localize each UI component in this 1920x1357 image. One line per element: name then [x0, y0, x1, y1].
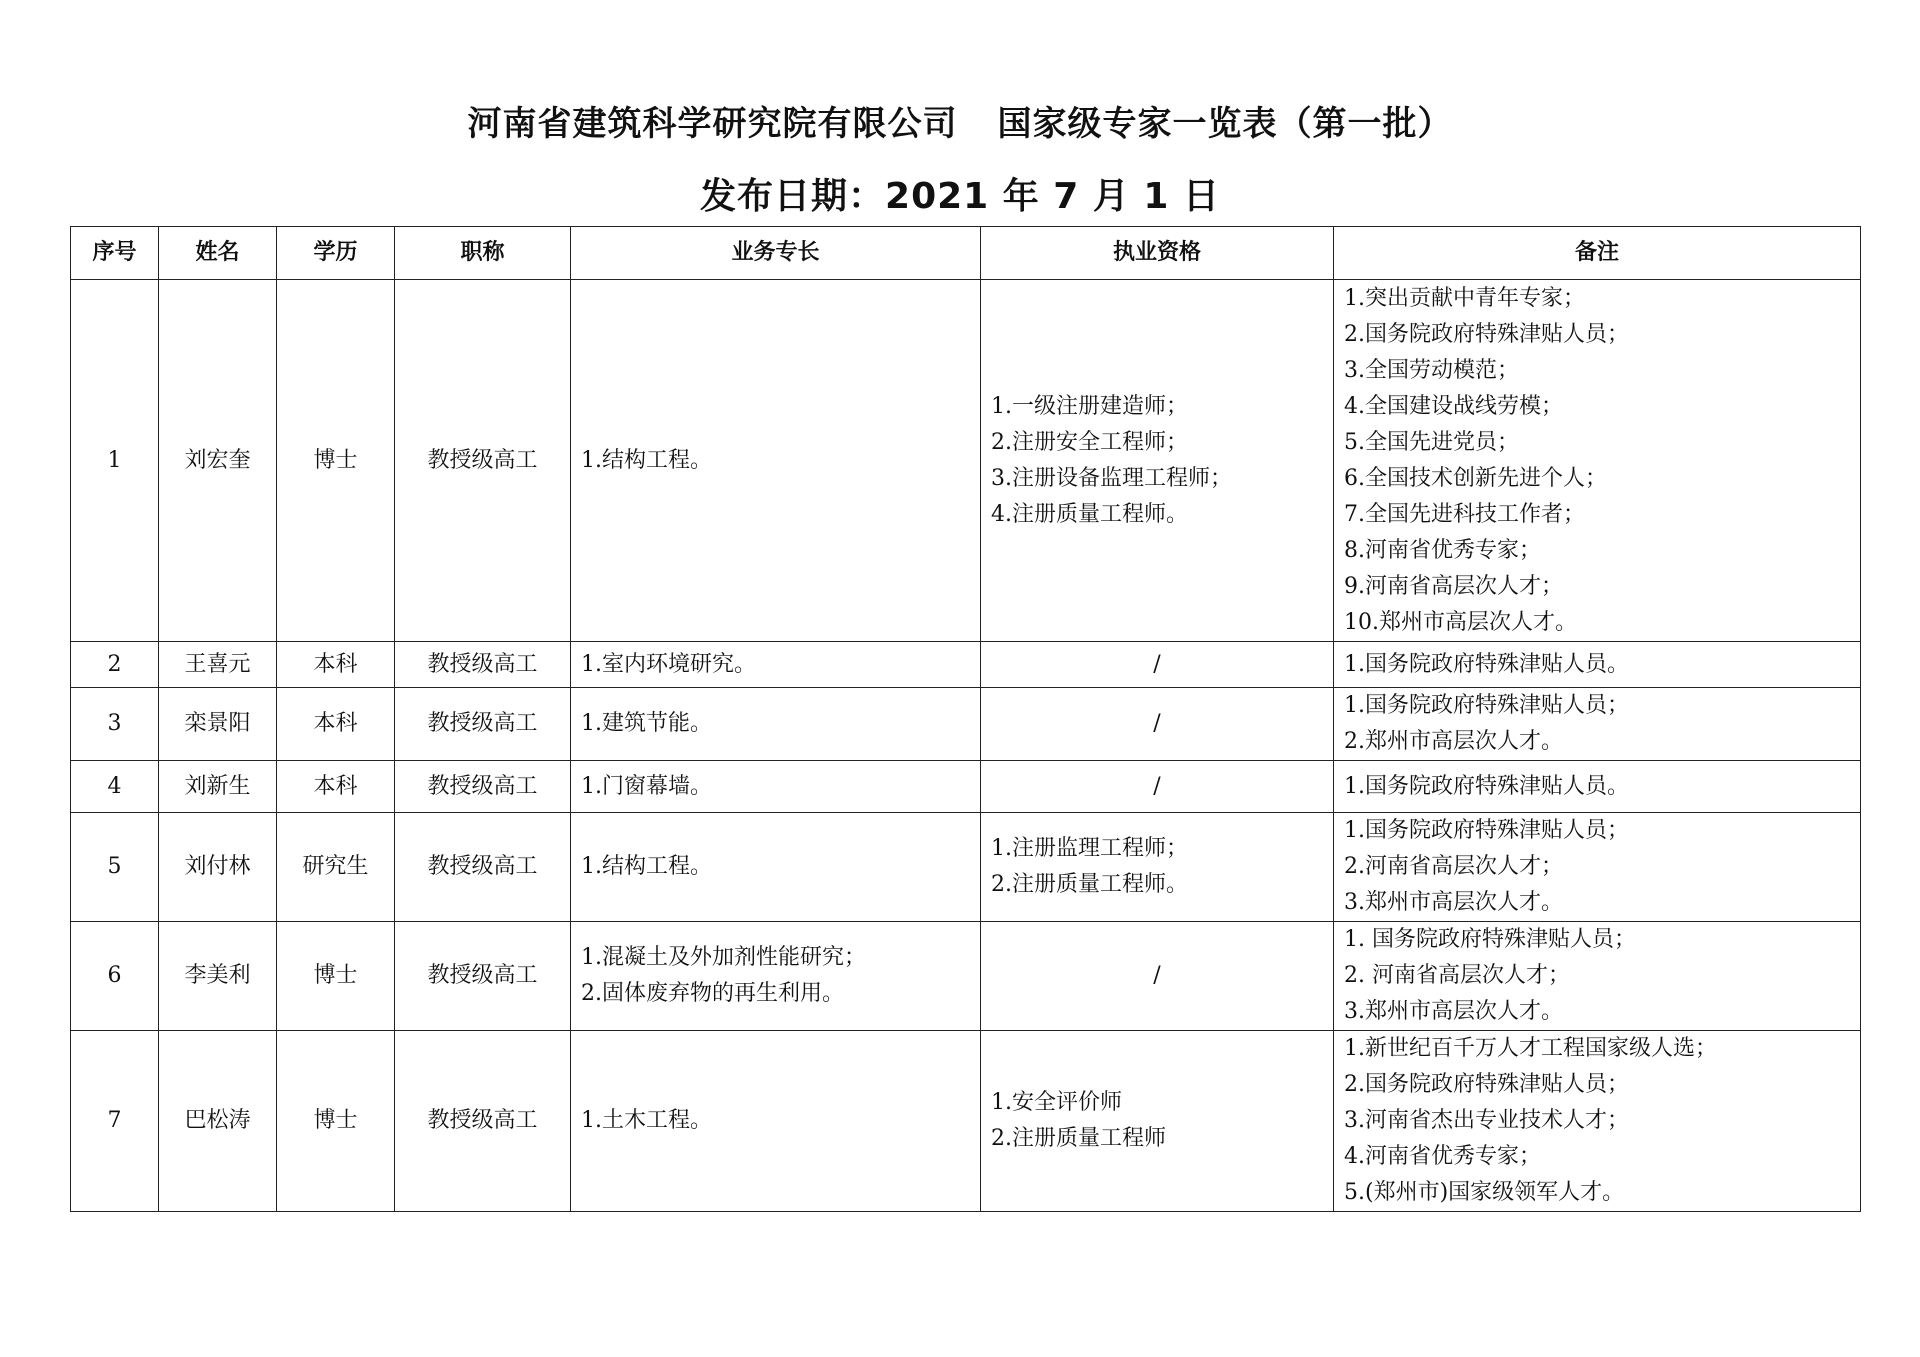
cell-line: 2.国务院政府特殊津贴人员；	[1344, 1072, 1629, 1097]
cell-line: 7.全国先进科技工作者；	[1344, 501, 1585, 527]
col-header-name: 姓名	[159, 227, 277, 280]
cell-rank: 教授级高工	[395, 642, 571, 688]
cell-line: 1.国务院政府特殊津贴人员；	[1344, 818, 1629, 843]
cell-line: 8.河南省优秀专家；	[1344, 537, 1541, 563]
experts-table	[70, 226, 1861, 1212]
cell-line: 2.郑州市高层次人才。	[1344, 729, 1563, 754]
cell-name: 巴松涛	[159, 1031, 277, 1212]
cell-line: 4.河南省优秀专家；	[1344, 1144, 1541, 1169]
cell-line: 1.新世纪百千万人才工程国家级人选；	[1344, 1036, 1717, 1061]
cell-line: 9.河南省高层次人才；	[1344, 573, 1563, 599]
cell-expertise	[571, 642, 981, 688]
cell-name: 刘付林	[159, 813, 277, 922]
col-header-notes: 备注	[1334, 227, 1861, 280]
cell-no: 4	[71, 761, 159, 813]
cell-line: 1.国务院政府特殊津贴人员；	[1344, 693, 1629, 718]
cell-rank: 教授级高工	[395, 1031, 571, 1212]
cell-no: 1	[71, 280, 159, 642]
cell-no: 2	[71, 642, 159, 688]
cell-line: 3.河南省杰出专业技术人才；	[1344, 1108, 1629, 1133]
cell-line: 3.郑州市高层次人才。	[1344, 890, 1563, 915]
table-row	[71, 688, 1861, 761]
cell-no: 3	[71, 688, 159, 761]
cell-notes	[1334, 922, 1861, 1031]
cell-education: 博士	[277, 1031, 395, 1212]
cell-education: 博士	[277, 280, 395, 642]
col-header-qualification: 执业资格	[981, 227, 1334, 280]
cell-expertise	[571, 922, 981, 1031]
table-row	[71, 280, 1861, 642]
col-header-no: 序号	[71, 227, 159, 280]
cell-name: 栾景阳	[159, 688, 277, 761]
cell-expertise	[571, 1031, 981, 1212]
cell-expertise	[571, 761, 981, 813]
col-header-expertise: 业务专长	[571, 227, 981, 280]
cell-line: 1.建筑节能。	[581, 711, 712, 736]
cell-no: 7	[71, 1031, 159, 1212]
cell-line: 1.安全评价师	[991, 1090, 1122, 1115]
cell-line: 1.一级注册建造师；	[991, 393, 1188, 419]
cell-notes	[1334, 642, 1861, 688]
cell-line: 5.(郑州市)国家级领军人才。	[1344, 1180, 1625, 1205]
org-name: 河南省建筑科学研究院有限公司	[467, 104, 958, 144]
cell-notes	[1334, 688, 1861, 761]
cell-line: /	[1153, 963, 1161, 988]
table-row	[71, 1031, 1861, 1212]
cell-expertise	[571, 688, 981, 761]
cell-line: 2. 河南省高层次人才；	[1344, 963, 1570, 988]
cell-notes	[1334, 813, 1861, 922]
document-title	[0, 96, 1920, 145]
cell-education: 研究生	[277, 813, 395, 922]
cell-line: 5.全国先进党员；	[1344, 429, 1519, 455]
cell-qualification	[981, 813, 1334, 922]
col-header-rank: 职称	[395, 227, 571, 280]
cell-line: 3.全国劳动模范；	[1344, 357, 1519, 383]
table-row	[71, 642, 1861, 688]
cell-line: 2.河南省高层次人才；	[1344, 854, 1563, 879]
cell-no: 5	[71, 813, 159, 922]
table-header-row	[71, 227, 1861, 280]
cell-name: 刘宏奎	[159, 280, 277, 642]
cell-name: 王喜元	[159, 642, 277, 688]
cell-line: 1.混凝土及外加剂性能研究；	[581, 945, 866, 970]
cell-line: 2.注册安全工程师；	[991, 429, 1188, 455]
cell-notes	[1334, 761, 1861, 813]
list-title: 国家级专家一览表（第一批）	[997, 104, 1453, 144]
cell-line: 1.室内环境研究。	[581, 651, 756, 677]
cell-line: 1.土木工程。	[581, 1108, 712, 1133]
cell-line: 1.国务院政府特殊津贴人员。	[1344, 773, 1629, 799]
cell-rank: 教授级高工	[395, 280, 571, 642]
cell-expertise	[571, 813, 981, 922]
cell-line: 1.门窗幕墙。	[581, 773, 712, 799]
cell-name: 李美利	[159, 922, 277, 1031]
cell-rank: 教授级高工	[395, 761, 571, 813]
cell-line: 2.注册质量工程师	[991, 1126, 1166, 1151]
table-row	[71, 922, 1861, 1031]
cell-line: 2.固体废弃物的再生利用。	[581, 981, 844, 1006]
table-row	[71, 761, 1861, 813]
cell-notes	[1334, 1031, 1861, 1212]
cell-line: 6.全国技术创新先进个人；	[1344, 465, 1607, 491]
cell-line: /	[1153, 651, 1161, 677]
cell-line: 4.注册质量工程师。	[991, 501, 1188, 527]
cell-no: 6	[71, 922, 159, 1031]
cell-qualification	[981, 1031, 1334, 1212]
publish-date: 发布日期：2021 年 7 月 1 日	[700, 176, 1220, 217]
cell-line: 1.结构工程。	[581, 447, 712, 473]
cell-qualification	[981, 922, 1334, 1031]
cell-line: /	[1153, 773, 1161, 799]
cell-education: 本科	[277, 688, 395, 761]
cell-line: 1.结构工程。	[581, 854, 712, 879]
cell-line: 3.注册设备监理工程师；	[991, 465, 1232, 491]
cell-line: 1.国务院政府特殊津贴人员。	[1344, 651, 1629, 677]
cell-line: /	[1153, 711, 1161, 736]
cell-name: 刘新生	[159, 761, 277, 813]
cell-rank: 教授级高工	[395, 922, 571, 1031]
cell-qualification	[981, 761, 1334, 813]
cell-qualification	[981, 688, 1334, 761]
cell-education: 本科	[277, 642, 395, 688]
cell-qualification	[981, 280, 1334, 642]
cell-expertise	[571, 280, 981, 642]
cell-line: 1.注册监理工程师；	[991, 836, 1188, 861]
col-header-education: 学历	[277, 227, 395, 280]
cell-line: 1.突出贡献中青年专家；	[1344, 285, 1585, 311]
cell-line: 4.全国建设战线劳模；	[1344, 393, 1563, 419]
cell-line: 10.郑州市高层次人才。	[1344, 609, 1577, 635]
table-row	[71, 813, 1861, 922]
cell-qualification	[981, 642, 1334, 688]
cell-education: 本科	[277, 761, 395, 813]
cell-rank: 教授级高工	[395, 813, 571, 922]
cell-line: 2.注册质量工程师。	[991, 872, 1188, 897]
cell-education: 博士	[277, 922, 395, 1031]
cell-rank: 教授级高工	[395, 688, 571, 761]
cell-line: 2.国务院政府特殊津贴人员；	[1344, 321, 1629, 347]
cell-notes	[1334, 280, 1861, 642]
cell-line: 1. 国务院政府特殊津贴人员；	[1344, 927, 1636, 952]
cell-line: 3.郑州市高层次人才。	[1344, 999, 1563, 1024]
